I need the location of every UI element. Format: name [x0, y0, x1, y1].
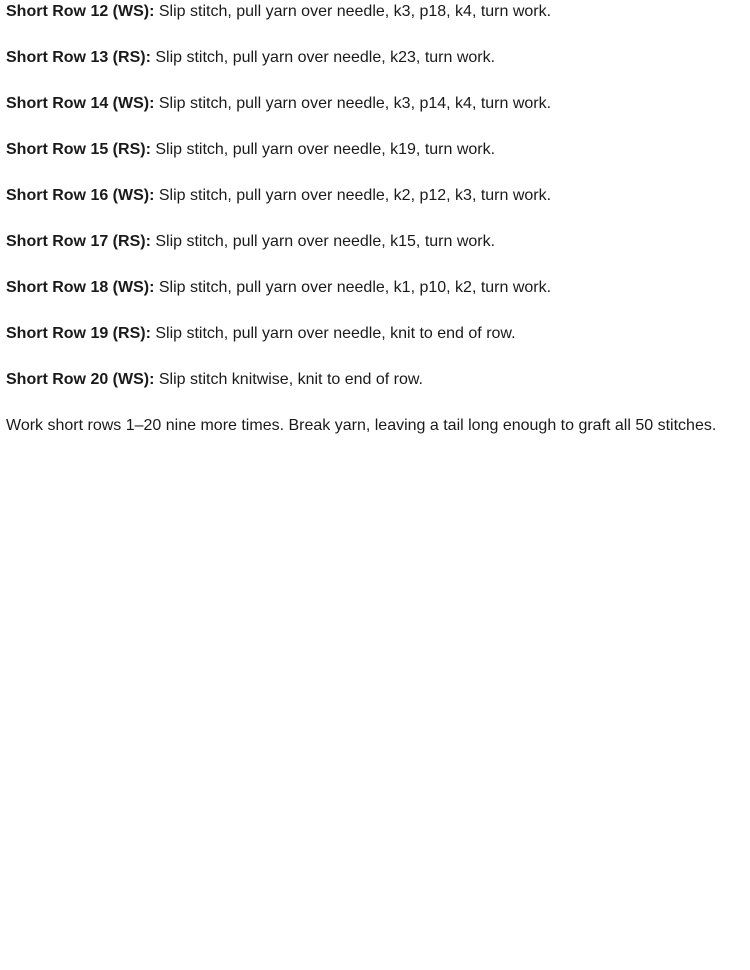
- row-label: Short Row 12 (WS):: [6, 3, 155, 20]
- row-label: Short Row 13 (RS):: [6, 49, 151, 66]
- short-row-20: [6, 368, 736, 392]
- short-row-15: [6, 138, 736, 162]
- row-label: Short Row 18 (WS):: [6, 279, 155, 296]
- row-text: Slip stitch, pull yarn over needle, k15, turn work.: [150, 233, 496, 250]
- row-label: Short Row 17 (RS):: [6, 233, 151, 250]
- short-row-17: [6, 230, 736, 254]
- closing-instruction: Work short rows 1–20 nine more times. Break yarn, leaving a tail long enough to graft all 50 stitches.: [6, 417, 717, 434]
- row-text: Slip stitch, pull yarn over needle, k19, turn work.: [150, 141, 496, 158]
- row-text: Slip stitch, pull yarn over needle, k1, p10, k2, turn work.: [154, 279, 552, 296]
- row-label: Short Row 20 (WS):: [6, 371, 155, 388]
- short-row-19: [6, 322, 736, 346]
- row-text: Slip stitch knitwise, knit to end of row.: [154, 371, 423, 388]
- row-text: Slip stitch, pull yarn over needle, k23, turn work.: [150, 49, 496, 66]
- row-label: Short Row 14 (WS):: [6, 95, 155, 112]
- row-text: Slip stitch, pull yarn over needle, k2, p12, k3, turn work.: [154, 187, 552, 204]
- short-row-12: [6, 0, 736, 24]
- short-row-18: [6, 276, 736, 300]
- short-row-13: [6, 46, 736, 70]
- pattern-page: [6, 0, 736, 438]
- row-label: Short Row 15 (RS):: [6, 141, 151, 158]
- row-label: Short Row 19 (RS):: [6, 325, 151, 342]
- row-text: Slip stitch, pull yarn over needle, k3, p18, k4, turn work.: [154, 3, 552, 20]
- row-text: Slip stitch, pull yarn over needle, knit to end of row.: [150, 325, 516, 342]
- short-row-16: [6, 184, 736, 208]
- row-text: Slip stitch, pull yarn over needle, k3, p14, k4, turn work.: [154, 95, 552, 112]
- short-row-14: [6, 92, 736, 116]
- row-label: Short Row 16 (WS):: [6, 187, 155, 204]
